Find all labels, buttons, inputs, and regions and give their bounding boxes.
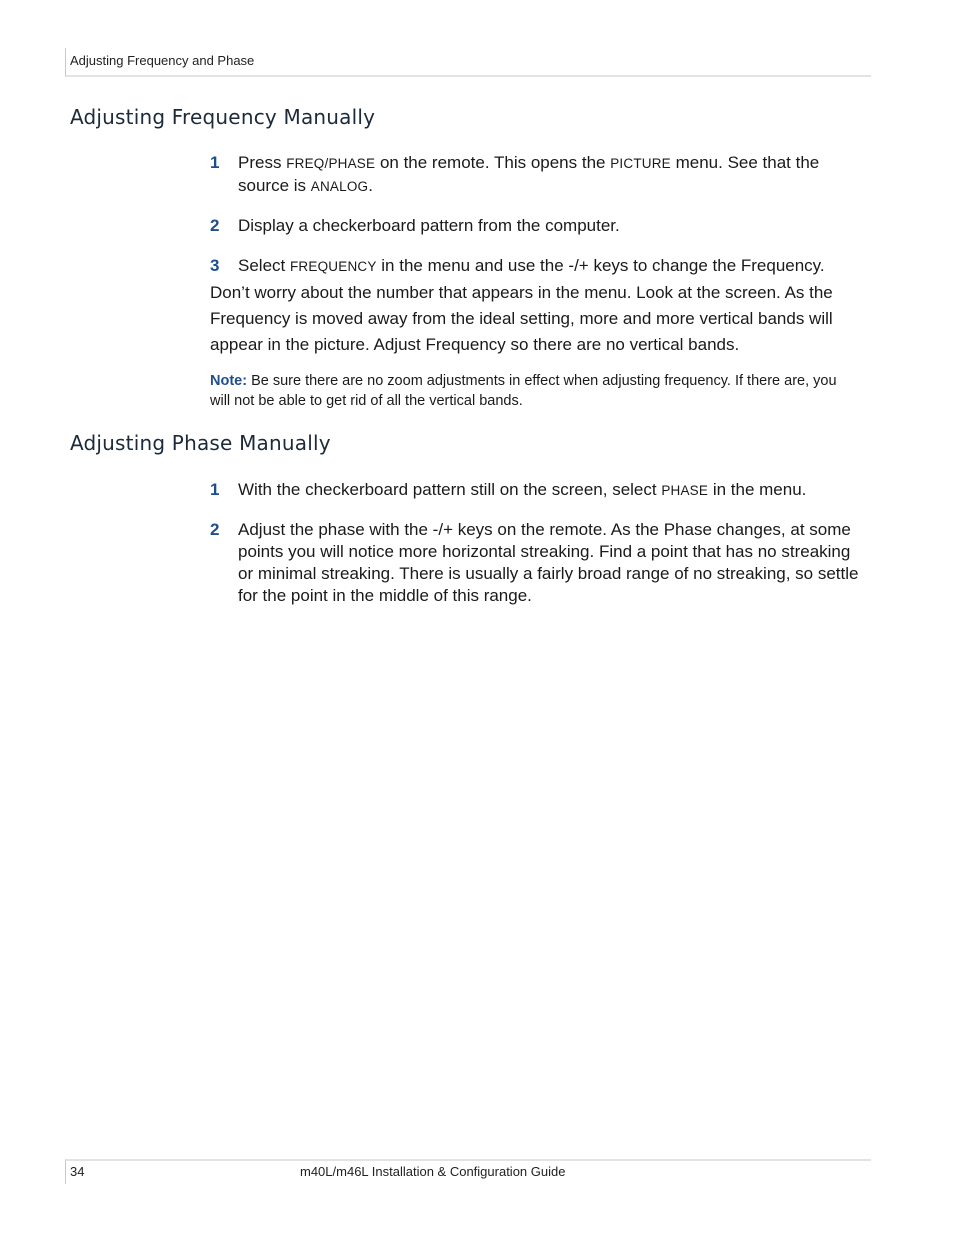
- step-number: 2: [210, 520, 220, 539]
- running-header-title: Adjusting Frequency and Phase: [70, 53, 255, 68]
- menu-term-phase: PHASE: [661, 483, 709, 498]
- step-text-part: .: [368, 176, 373, 195]
- frequency-note: [210, 371, 860, 411]
- step-text-part: in the menu and use the -/+ keys to change the Frequency.: [376, 256, 825, 275]
- section-heading-phase: Adjusting Phase Manually: [70, 431, 331, 455]
- note-label: Note:: [210, 373, 248, 389]
- step-text-part: in the menu.: [708, 480, 807, 499]
- step-number: 2: [210, 216, 220, 235]
- menu-term-picture: PICTURE: [610, 156, 671, 171]
- phase-step-2: [210, 519, 870, 607]
- page-header: [65, 48, 871, 77]
- step-text-part: With the checkerboard pattern still on the screen, select: [238, 480, 662, 499]
- frequency-step-1: [210, 152, 870, 198]
- step-text: [210, 255, 870, 278]
- frequency-step-3: [210, 255, 870, 278]
- frequency-step-2: [210, 215, 870, 237]
- document-title: m40L/m46L Installation & Configuration Guide: [300, 1164, 566, 1179]
- phase-step-1: [210, 479, 870, 502]
- step-text: Display a checkerboard pattern from the computer.: [238, 216, 620, 235]
- step-text-part: menu. See that the source is: [238, 153, 820, 195]
- step-text-part: on the remote. This opens the: [375, 153, 611, 172]
- menu-term-frequency: FREQUENCY: [289, 259, 377, 274]
- section-heading-frequency: Adjusting Frequency Manually: [70, 105, 376, 129]
- step-text: Adjust the phase with the -/+ keys on the remote. As the Phase changes, at some points you will notice more horizontal streaking. Find a point that has no streaking or minimal streaking. There is usually a fairly broad range of no streaking, so settle for the point in the middle of this range.: [238, 520, 859, 605]
- step-text: [210, 479, 870, 502]
- step-number: 3: [210, 256, 220, 275]
- menu-term-analog: ANALOG: [310, 179, 369, 194]
- menu-term-freq-phase: FREQ/PHASE: [286, 156, 376, 171]
- step-number: 1: [210, 153, 220, 172]
- step-number: 1: [210, 480, 220, 499]
- step-text-part: Press: [238, 153, 287, 172]
- frequency-explanation-paragraph: Don’t worry about the number that appears in the menu. Look at the screen. As the Frequency is moved away from the ideal setting, more and more vertical bands will appear in the picture. Adjust Frequency so there are no vertical bands.: [210, 283, 833, 354]
- note-text: Be sure there are no zoom adjustments in effect when adjusting frequency. If there are, you will not be able to get rid of all the vertical bands.: [210, 373, 837, 409]
- page-footer: [65, 1159, 871, 1184]
- step-text-part: Select: [238, 256, 290, 275]
- step-text: [210, 152, 870, 198]
- page-number: 34: [70, 1164, 85, 1179]
